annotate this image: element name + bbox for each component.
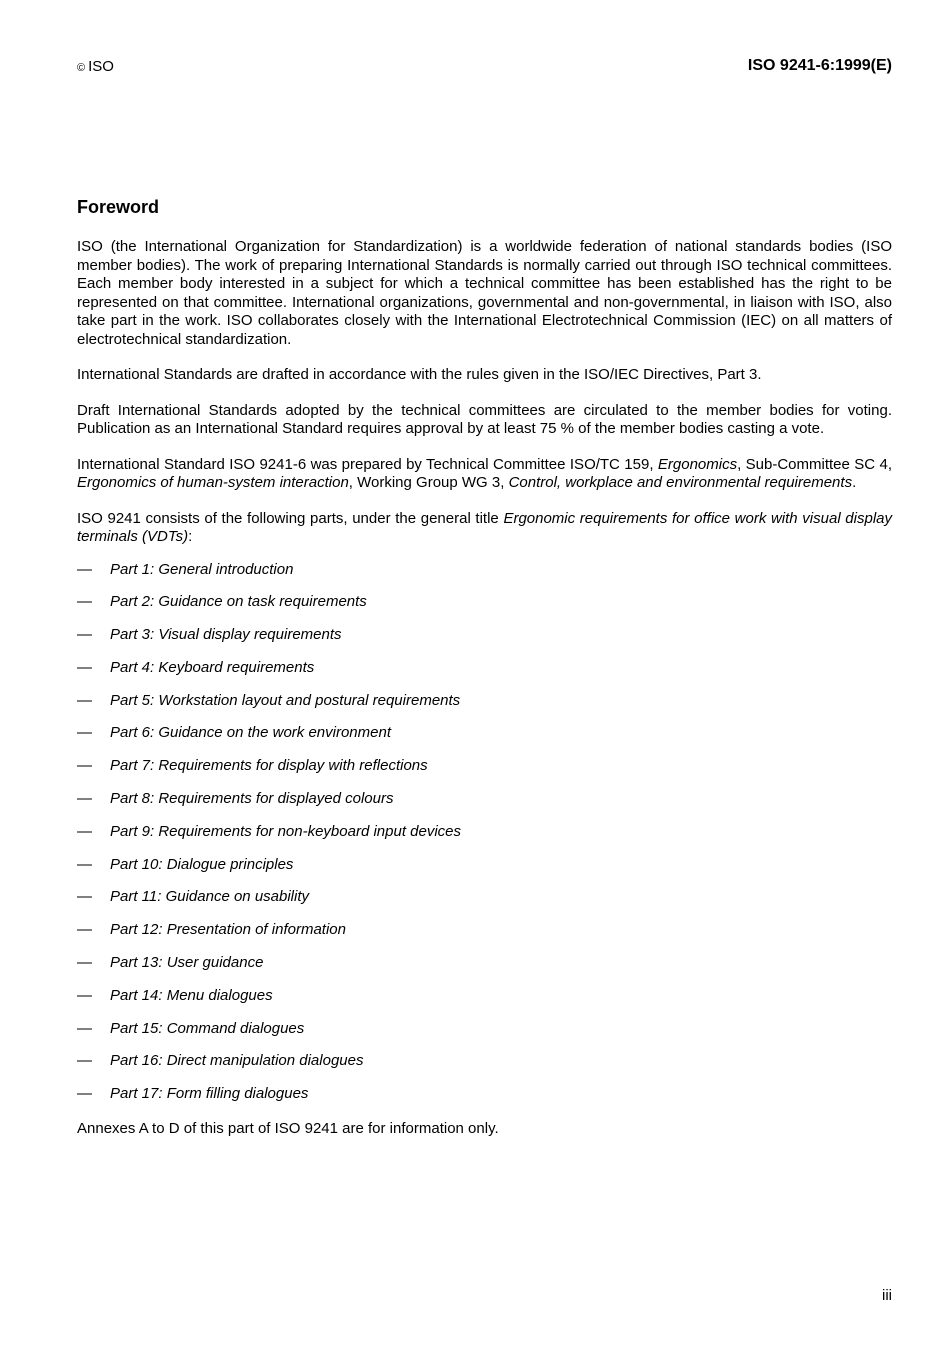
part-label: Part 10: Dialogue principles bbox=[110, 855, 294, 873]
text-run: , Sub-Committee SC 4, bbox=[737, 455, 892, 473]
part-label: Part 1: General introduction bbox=[110, 560, 294, 578]
paragraph-directives: International Standards are drafted in accordance with the rules given in the ISO/IEC Directives, Part 3. bbox=[77, 366, 762, 383]
list-item bbox=[77, 823, 892, 856]
part-label: Part 9: Requirements for non-keyboard input devices bbox=[110, 822, 462, 840]
part-label: Part 4: Keyboard requirements bbox=[110, 658, 315, 676]
part-label: Part 6: Guidance on the work environment bbox=[110, 724, 391, 742]
dash-marker: — bbox=[77, 790, 92, 808]
text-run: , Working Group WG 3, bbox=[348, 474, 509, 491]
part-label: Part 13: User guidance bbox=[110, 954, 264, 972]
header-document-id: ISO 9241-6:1999(E) bbox=[747, 57, 892, 74]
list-item bbox=[77, 790, 892, 823]
part-label: Part 7: Requirements for display with reflections bbox=[110, 757, 428, 775]
dash-marker: — bbox=[77, 1085, 92, 1103]
text-run: . bbox=[852, 474, 857, 491]
part-label: Part 3: Visual display requirements bbox=[110, 626, 342, 644]
list-item bbox=[77, 626, 892, 659]
page-number: iii bbox=[882, 1287, 892, 1304]
header-copyright bbox=[77, 58, 114, 75]
list-item bbox=[77, 856, 892, 889]
part-label: Part 16: Direct manipulation dialogues bbox=[110, 1052, 364, 1070]
list-item bbox=[77, 987, 892, 1020]
list-item bbox=[77, 724, 892, 757]
part-label: Part 8: Requirements for displayed colours bbox=[110, 790, 394, 808]
list-item bbox=[77, 1052, 892, 1085]
paragraph-annexes: Annexes A to D of this part of ISO 9241 are for information only. bbox=[77, 1120, 499, 1138]
dash-marker: — bbox=[77, 986, 92, 1004]
part-label: Part 2: Guidance on task requirements bbox=[110, 593, 367, 611]
text-run: ISO 9241 consists of the following parts, under the general title bbox=[77, 509, 504, 527]
dash-marker: — bbox=[77, 1019, 92, 1037]
list-item bbox=[77, 921, 892, 954]
paragraph-parts-intro bbox=[77, 510, 892, 547]
dash-marker: — bbox=[77, 691, 92, 709]
italic-run: Control, workplace and environmental requirements bbox=[508, 474, 853, 491]
dash-marker: — bbox=[77, 658, 92, 676]
dash-marker: — bbox=[77, 822, 92, 840]
dash-marker: — bbox=[77, 724, 92, 742]
dash-marker: — bbox=[77, 757, 92, 775]
list-item bbox=[77, 692, 892, 725]
list-item bbox=[77, 1020, 892, 1053]
italic-run: Ergonomics of human-system interaction bbox=[77, 474, 349, 491]
foreword-body bbox=[77, 238, 892, 1156]
part-label: Part 5: Workstation layout and postural requirements bbox=[110, 691, 461, 709]
part-label: Part 17: Form filling dialogues bbox=[110, 1085, 309, 1103]
part-label: Part 11: Guidance on usability bbox=[110, 888, 310, 906]
paragraph-voting: Draft International Standards adopted by the technical committees are circulated to the member bodies for voting. Publication as an International Standard requires approval by at least 75 % of the member bodies casting a vote. bbox=[77, 401, 892, 437]
part-label: Part 14: Menu dialogues bbox=[110, 986, 273, 1004]
list-item bbox=[77, 659, 892, 692]
list-item bbox=[77, 888, 892, 921]
parts-list bbox=[77, 561, 892, 1119]
text-run: : bbox=[188, 528, 193, 545]
list-item bbox=[77, 757, 892, 790]
list-item bbox=[77, 561, 892, 594]
copyright-symbol: © bbox=[77, 62, 86, 74]
text-run: International Standard ISO 9241-6 was prepared by Technical Committee ISO/TC 159, bbox=[77, 455, 658, 473]
dash-marker: — bbox=[77, 888, 92, 906]
list-item bbox=[77, 954, 892, 987]
section-title: Foreword bbox=[77, 197, 160, 217]
list-item bbox=[77, 593, 892, 626]
dash-marker: — bbox=[77, 1052, 92, 1070]
dash-marker: — bbox=[77, 954, 92, 972]
italic-run: Ergonomics bbox=[657, 455, 738, 473]
list-item bbox=[77, 1085, 892, 1118]
header-org: ISO bbox=[88, 58, 114, 75]
dash-marker: — bbox=[77, 855, 92, 873]
italic-run: Ergonomic requirements for office work with visual display terminals (VDTs) bbox=[77, 509, 892, 545]
dash-marker: — bbox=[77, 921, 92, 939]
part-label: Part 12: Presentation of information bbox=[110, 921, 346, 939]
dash-marker: — bbox=[77, 593, 92, 611]
dash-marker: — bbox=[77, 560, 92, 578]
paragraph-iso-intro: ISO (the International Organization for Standardization) is a worldwide federation of national standards bodies (ISO member bodies). The work of preparing International Standards is normally carried out through ISO technical committees. Each member body interested in a subject for which a technical committee has been established has the right to be represented on that committee. International organizations, governmental and non-governmental, in liaison with ISO, also take part in the work. ISO collaborates closely with the International Electrotechnical Commission (IEC) on all matters of electrotechnical standardization. bbox=[77, 238, 892, 348]
paragraph-preparation bbox=[77, 456, 892, 493]
part-label: Part 15: Command dialogues bbox=[110, 1019, 305, 1037]
dash-marker: — bbox=[77, 626, 92, 644]
